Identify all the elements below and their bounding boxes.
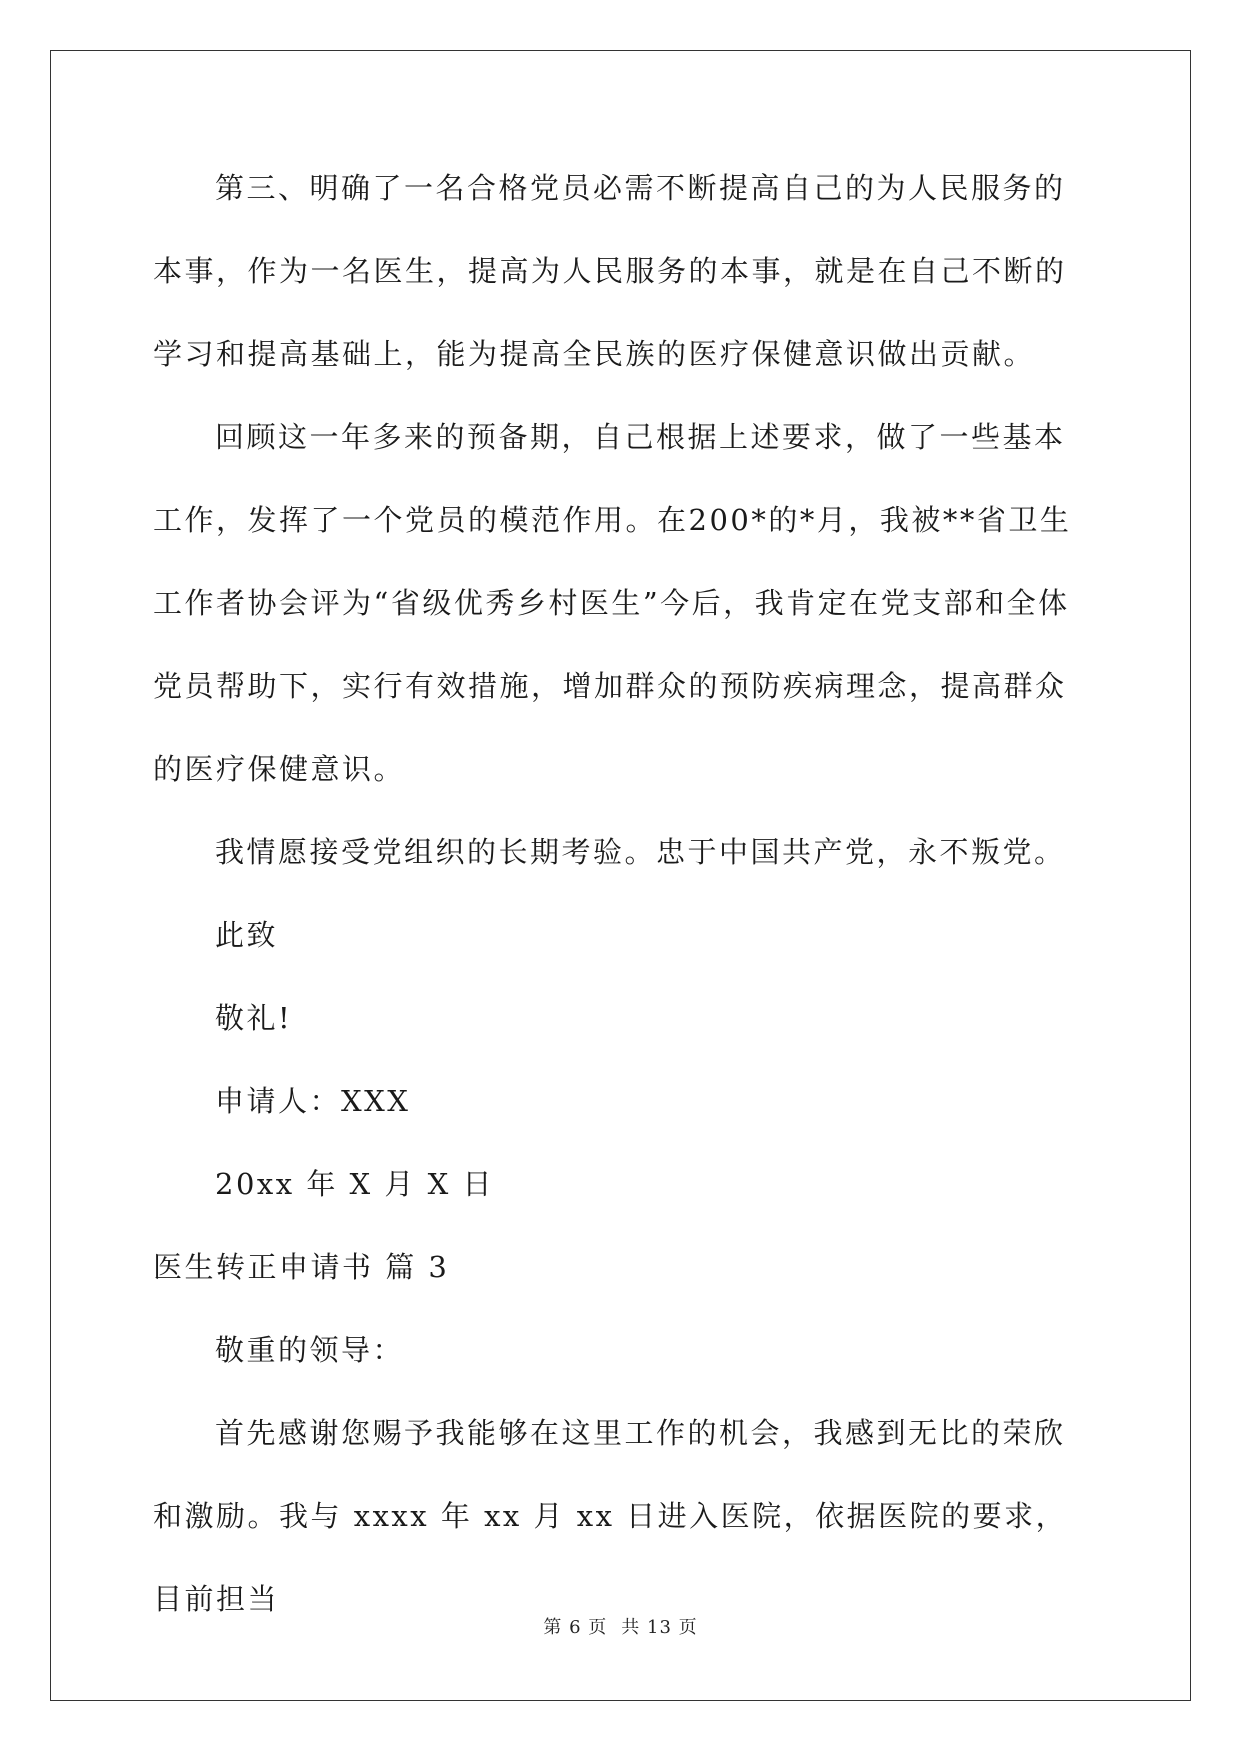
section-heading: 医生转正申请书 篇 3 [153, 1250, 450, 1284]
page-number: 第 6 页 [543, 1617, 608, 1638]
closing-salutation: 此致 [215, 918, 279, 952]
paragraph-review: 回顾这一年多来的预备期，自己根据上述要求，做了一些基本工作，发挥了一个党员的模范作用。在200*的*月，我被**省卫生工作者协会评为“省级优秀乡村医生”今后，我肯定在党支部和全体党员帮助下，实行有效措施，增加群众的预防疾病理念，提高群众的医疗保健意识。 [153, 420, 1072, 786]
paragraph-principle-three: 第三、明确了一名合格党员必需不断提高自己的为人民服务的本事，作为一名医生，提高为人民服务的本事，就是在自己不断的学习和提高基础上，能为提高全民族的医疗保健意识做出贡献。 [153, 171, 1067, 371]
greeting: 敬重的领导： [215, 1333, 405, 1367]
document-body [153, 147, 1093, 1641]
paragraph-pledge: 我情愿接受党组织的长期考验。忠于中国共产党，永不叛党。 [215, 835, 1066, 869]
closing-regards: 敬礼! [215, 1001, 293, 1035]
page-footer [0, 1613, 1241, 1639]
signature-date: 20xx 年 X 月 X 日 [215, 1167, 494, 1201]
applicant-signature: 申请人：XXX [215, 1084, 411, 1118]
page-total: 共 13 页 [621, 1617, 698, 1638]
paragraph-thanks: 首先感谢您赐予我能够在这里工作的机会，我感到无比的荣欣和激励。我与 xxxx 年 xx 月 xx 日进入医院，依据医院的要求，目前担当 [153, 1416, 1068, 1616]
